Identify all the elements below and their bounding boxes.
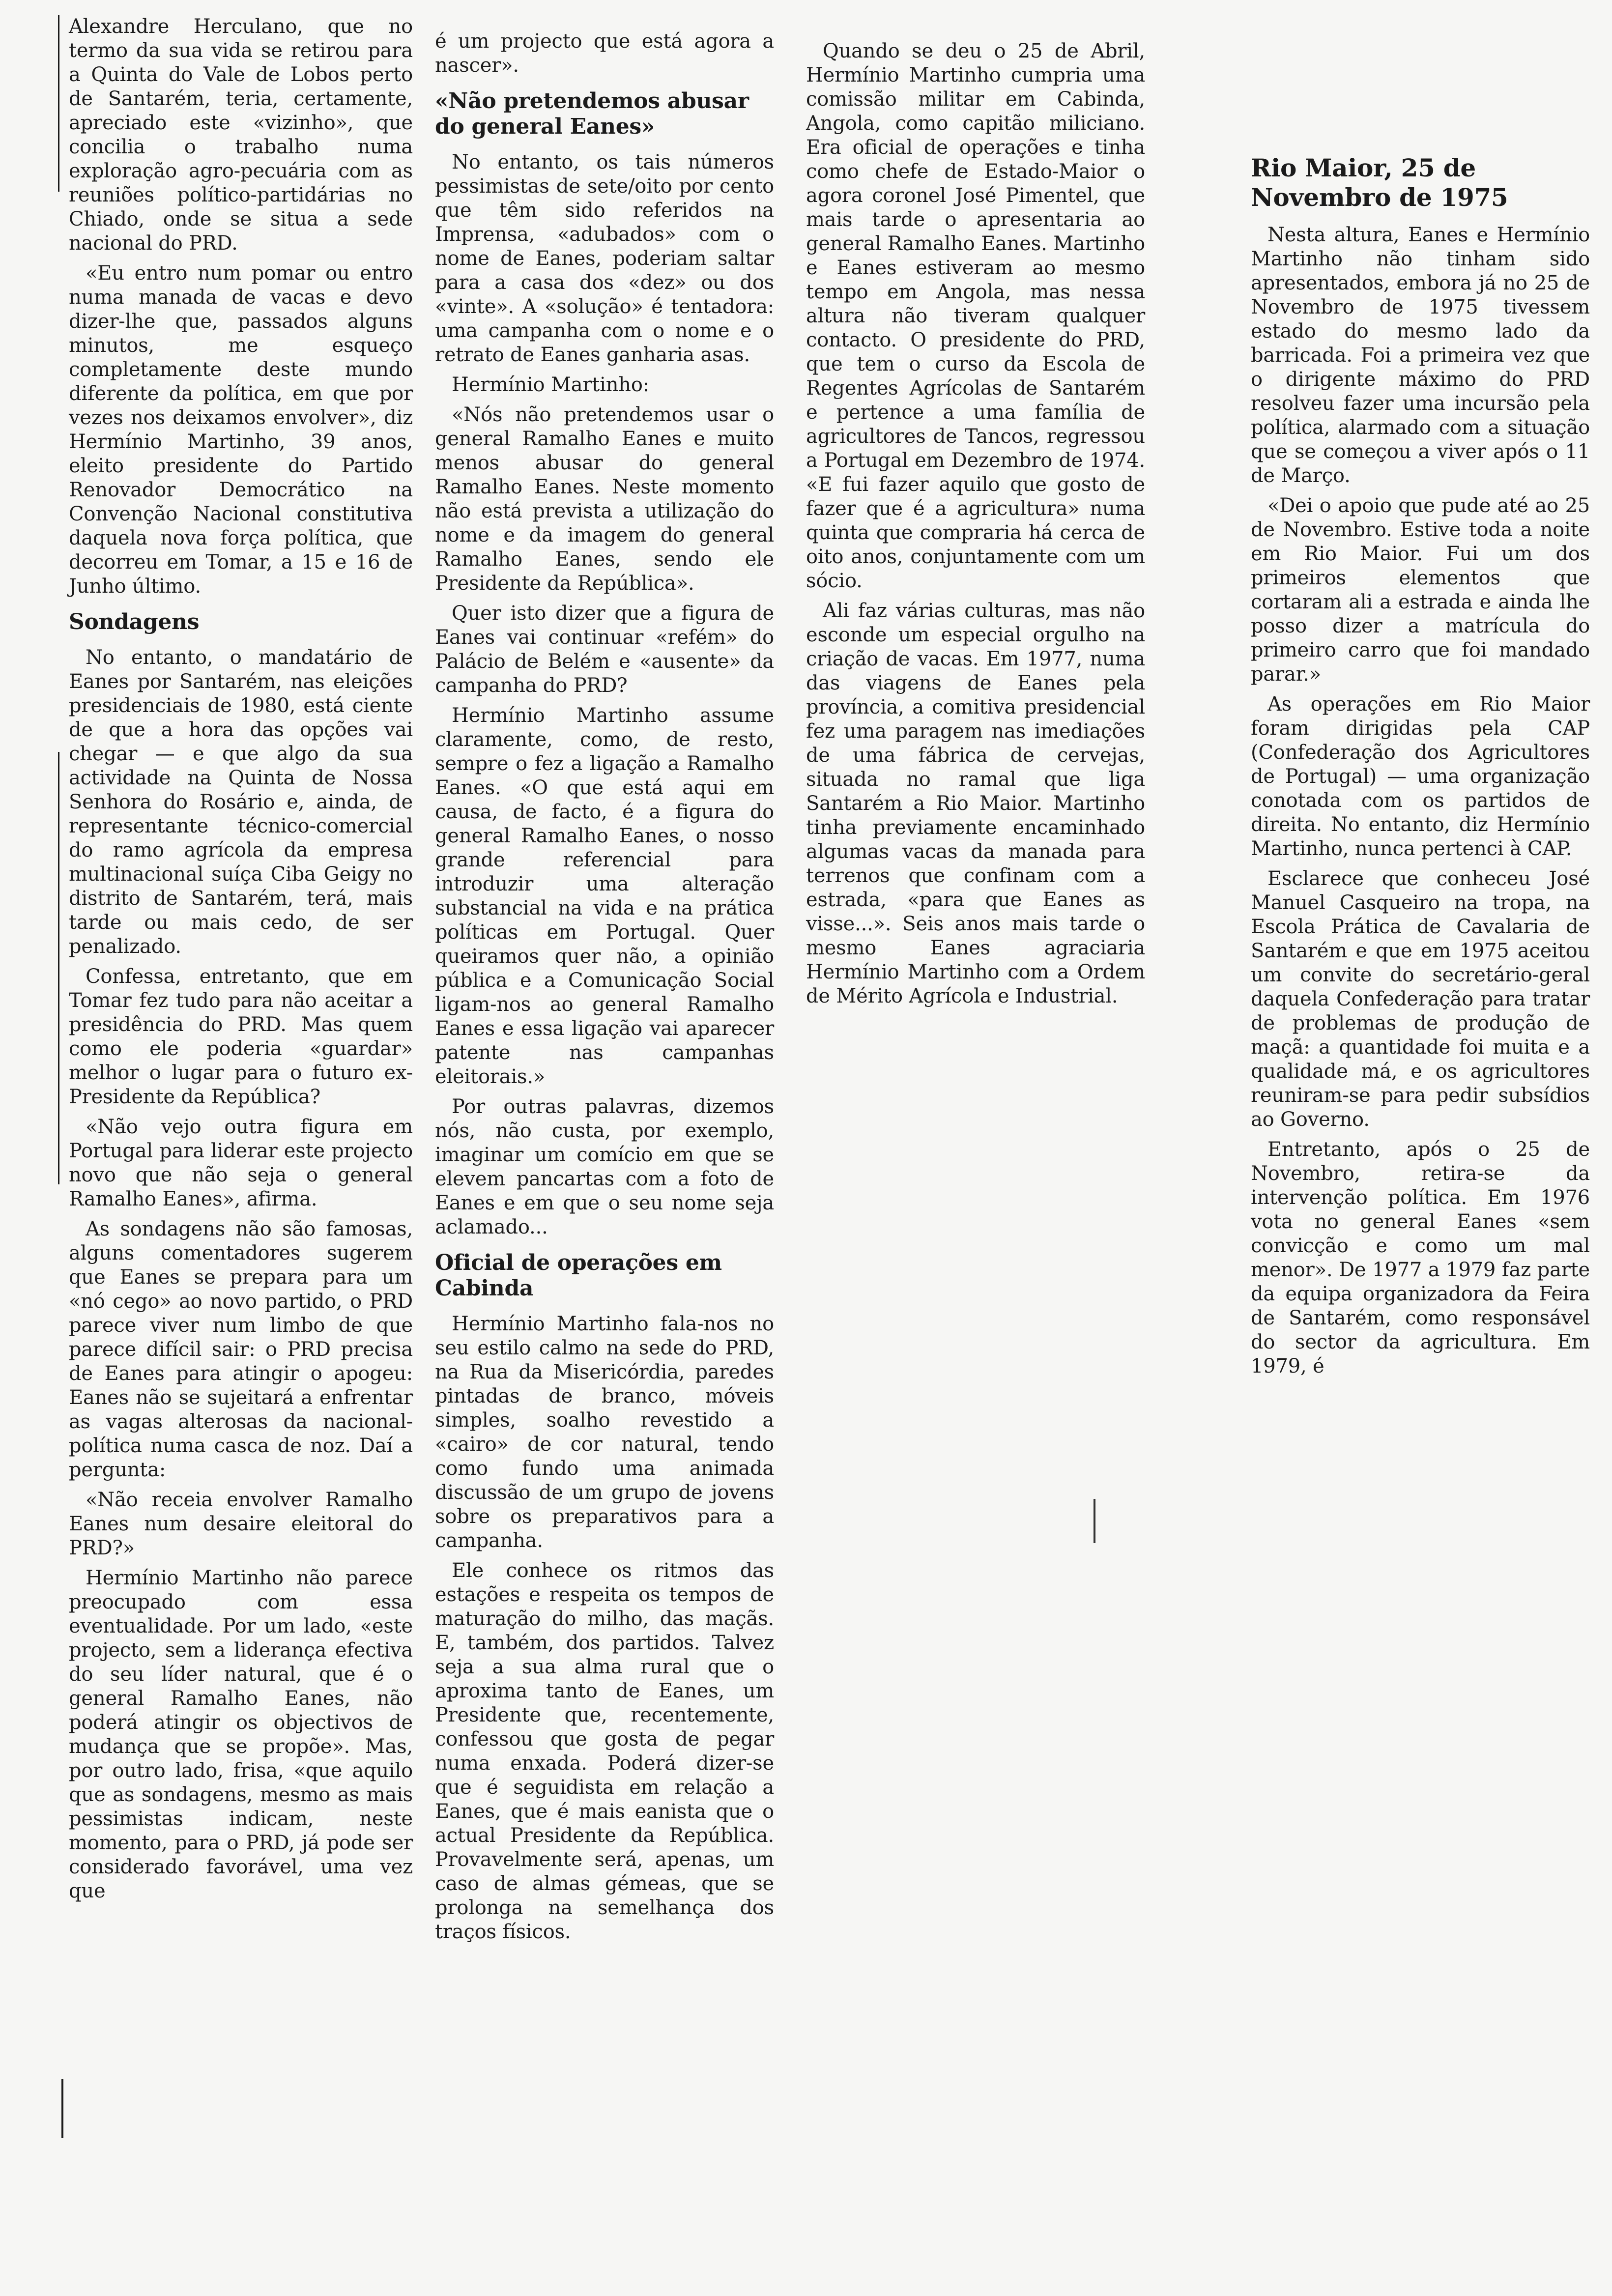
paragraph: Ele conhece os ritmos das estações e respeita os tempos de maturação do milho, das maçãs. E, também, dos partidos. Talvez seja a sua alma rural que o aproxima tanto de Eanes, um Presidente que, recentemente, confessou que gosta de pegar numa enxada. Poderá dizer-se que é seguidista em relação a Eanes, que é mais eanista que o actual Presidente da República. Provavelmente será, apenas, um caso de almas gémeas, que se prolonga na semelhança dos traços físicos. bbox=[435, 1559, 774, 1943]
paragraph: «Eu entro num pomar ou entro numa manada de vacas e devo dizer-lhe que, passados alguns minutos, me esqueço completamente deste mundo diferente da política, em que por vezes nos deixamos envolver», diz Hermínio Martinho, 39 anos, eleito presidente do Partido Renovador Democrático na Convenção Nacional constitutiva daquela nova força política, que decorreu em Tomar, a 15 e 16 de Junho último. bbox=[69, 262, 413, 598]
paragraph: Por outras palavras, dizemos nós, não custa, por exemplo, imaginar um comício em que se elevem pancartas com a foto de Eanes e em que o seu nome seja aclamado... bbox=[435, 1095, 774, 1238]
paragraph: Ali faz várias culturas, mas não esconde um especial orgulho na criação de vacas. Em 1977, numa das viagens de Eanes pela província, a comitiva presidencial fez uma paragem nas imediações de uma fábrica de cervejas, situada no ramal que liga Santarém a Rio Maior. Martinho tinha previamente encaminhado algumas vacas da manada para terrenos que confinam com a estrada, «para que Eanes as visse...». Seis anos mais tarde o mesmo Eanes agraciaria Hermínio Martinho com a Ordem de Mérito Agrícola e Industrial. bbox=[806, 600, 1145, 1007]
paragraph: «Não receia envolver Ramalho Eanes num desaire eleitoral do PRD?» bbox=[69, 1489, 413, 1559]
paragraph: As operações em Rio Maior foram dirigidas pela CAP (Confederação dos Agricultores de Portugal) — uma organização conotada com os partidos de direita. No entanto, diz Hermínio Martinho, nunca pertenci à CAP. bbox=[1251, 693, 1590, 860]
paragraph: Confessa, entretanto, que em Tomar fez tudo para não aceitar a presidência do PRD. Mas quem como ele poderia «guardar» melhor o lugar para o futuro ex-Presidente da República? bbox=[69, 965, 413, 1108]
paragraph: Hermínio Martinho: bbox=[452, 373, 650, 396]
paragraph: No entanto, o mandatário de Eanes por Santarém, nas eleições presidenciais de 1980, está ciente de que a hora das opções vai chegar — e que algo da sua actividade na Quinta de Nossa Senhora do Rosário e, ainda, de representante técnico-comercial do ramo agrícola da empresa multinacional suíça Ciba Geigy no distrito de Santarém, terá, mais tarde ou mais cedo, de ser penalizado. bbox=[69, 646, 413, 958]
paragraph: «Dei o apoio que pude até ao 25 de Novembro. Estive toda a noite em Rio Maior. Fui um dos primeiros elementos que cortaram ali a estrada e ainda lhe posso dizer a matrícula do primeiro carro que foi mandado parar.» bbox=[1251, 494, 1590, 686]
paragraph: «Nós não pretendemos usar o general Ramalho Eanes e muito menos abusar do general Ramalho Eanes. Neste momento não está prevista a utilização do nome e da imagem do general Ramalho Eanes, sendo ele Presidente da República». bbox=[435, 403, 774, 595]
margin-line-bottom bbox=[61, 2079, 63, 2138]
section-heading: Oficial de operações em Cabinda bbox=[435, 1250, 722, 1301]
paragraph: é um projecto que está agora a nascer». bbox=[435, 30, 774, 77]
column-1 bbox=[69, 15, 413, 1909]
paragraph: Hermínio Martinho não parece preocupado com essa eventualidade. Por um lado, «este projecto, sem a liderança efectiva do seu líder natural, que é o general Ramalho Eanes, não poderá atingir os objectivos de mudança que se propõe». Mas, por outro lado, frisa, «que aquilo que as sondagens, mesmo as mais pessimistas indicam, neste momento, para o PRD, já pode ser considerado favorável, uma vez que bbox=[69, 1567, 413, 1902]
paragraph: Nesta altura, Eanes e Hermínio Martinho não tinham sido apresentados, embora já no 25 de Novembro de 1975 tivessem estado do mesmo lado da barricada. Foi a primeira vez que o dirigente máximo do PRD resolveu fazer uma incursão pela política, alarmado com a situação que se começou a viver após o 11 de Março. bbox=[1251, 224, 1590, 487]
paragraph: Hermínio Martinho fala-nos no seu estilo calmo na sede do PRD, na Rua da Misericórdia, paredes pintadas de branco, móveis simples, soalho revestido a «cairo» de cor natural, tendo como fundo uma animada discussão de um grupo de jovens sobre os preparativos para a campanha. bbox=[435, 1313, 774, 1552]
scan-mark bbox=[1094, 1499, 1095, 1543]
paragraph: No entanto, os tais números pessimistas de sete/oito por cento que têm sido referidos na Imprensa, «adubados» com o nome de Eanes, poderiam saltar para a casa dos «dez» ou dos «vinte». A «solução» é tentadora: uma campanha com o nome e o retrato de Eanes ganharia asas. bbox=[435, 151, 774, 366]
paragraph: Alexandre Herculano, que no termo da sua vida se retirou para a Quinta do Vale de Lobos perto de Santarém, teria, certamente, apreciado este «vizinho», que concilia o trabalho numa exploração agro-pecuária com as reuniões político-partidárias no Chiado, onde se situa a sede nacional do PRD. bbox=[69, 15, 413, 255]
section-heading: «Não pretendemos abusar do general Eanes» bbox=[435, 88, 749, 139]
paragraph: Esclarece que conheceu José Manuel Casqueiro na tropa, na Escola Prática de Cavalaria de Santarém e que em 1975 aceitou um convite do secretário-geral daquela Confederação para tratar de problemas de produção de maçã: a quantidade foi muita e a qualidade má, e os agricultores reuniram-se para pedir subsídios ao Governo. bbox=[1251, 867, 1590, 1131]
paragraph: Hermínio Martinho assume claramente, como, de resto, sempre o fez a ligação a Ramalho Eanes. «O que está aqui em causa, de facto, é a figura do general Ramalho Eanes, o nosso grande referencial para introduzir uma alteração substancial na vida e na prática políticas em Portugal. Quer queiramos quer não, a opinião pública e a Comunicação Social ligam-nos ao general Ramalho Eanes e essa ligação vai aparecer patente nas campanhas eleitorais.» bbox=[435, 704, 774, 1088]
paragraph: Entretanto, após o 25 de Novembro, retira-se da intervenção política. Em 1976 vota no general Eanes «sem convicção e como um mal menor». De 1977 a 1979 faz parte da equipa organizadora da Feira de Santarém, como responsável do sector da agricultura. Em 1979, é bbox=[1251, 1138, 1590, 1378]
paragraph: «Não vejo outra figura em Portugal para liderar este projecto novo que não seja o general Ramalho Eanes», afirma. bbox=[69, 1116, 413, 1210]
column-2 bbox=[435, 29, 774, 1950]
margin-line-top bbox=[58, 15, 59, 192]
column-3 bbox=[806, 39, 1145, 1014]
margin-line-middle bbox=[58, 752, 59, 1184]
paragraph: As sondagens não são famosas, alguns comentadores sugerem que Eanes se prepara para um «nó cego» ao novo partido, o PRD parece viver num limbo de que parece difícil sair: o PRD precisa de Eanes para atingir o apogeu: Eanes não se sujeitará a enfrentar as vagas alterosas da nacional-política numa casca de noz. Daí a pergunta: bbox=[69, 1218, 413, 1481]
paragraph: Quando se deu o 25 de Abril, Hermínio Martinho cumpria uma comissão militar em Cabinda, Angola, como capitão miliciano. Era oficial de operações e tinha como chefe de Estado-Maior o agora coronel José Pimentel, que mais tarde o apresentaria ao general Ramalho Eanes. Martinho e Eanes estiveram ao mesmo tempo em Angola, mas nessa altura não tiveram qualquer contacto. O presidente do PRD, que tem o curso da Escola de Regentes Agrícolas de Santarém e pertence a uma família de agricultores de Tancos, regressou a Portugal em Dezembro de 1974. «E fui fazer aquilo que gosto de fazer que é a agricultura» numa quinta que compraria há cerca de oito anos, conjuntamente com um sócio. bbox=[806, 40, 1145, 592]
paragraph: Quer isto dizer que a figura de Eanes vai continuar «refém» do Palácio de Belém e «ausente» da campanha do PRD? bbox=[435, 602, 774, 697]
column-4 bbox=[1251, 143, 1590, 1384]
section-heading: Rio Maior, 25 de Novembro de 1975 bbox=[1251, 153, 1508, 212]
section-heading: Sondagens bbox=[69, 609, 200, 634]
